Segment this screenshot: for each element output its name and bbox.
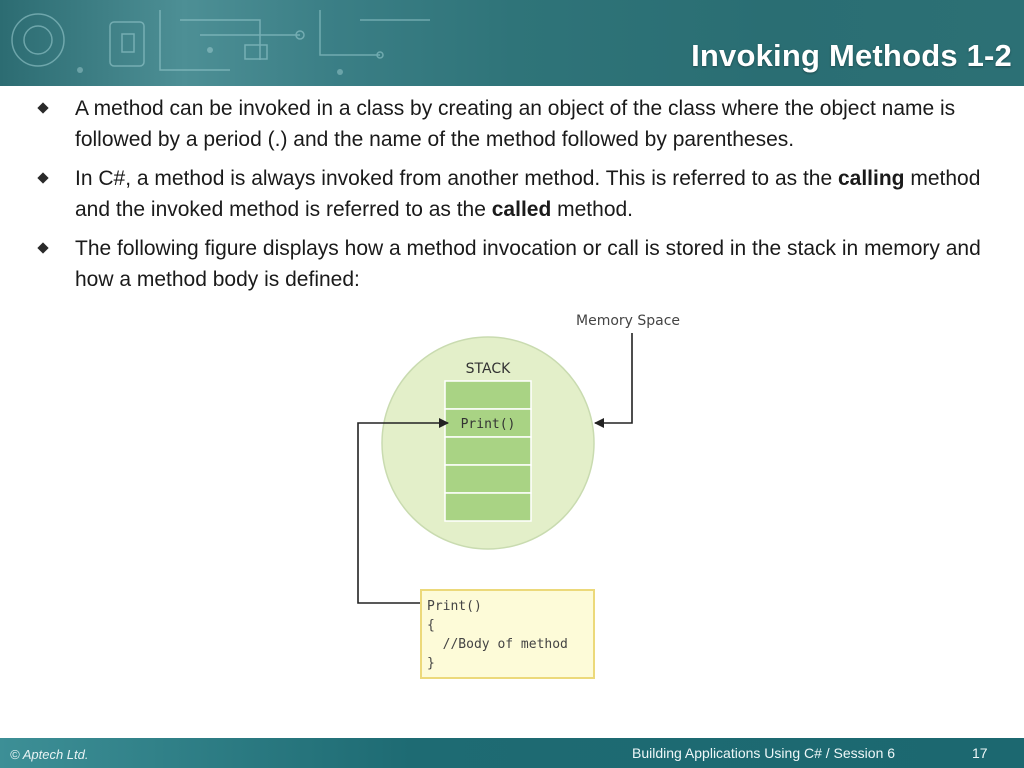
stack-entry-print: Print(): [460, 417, 516, 432]
slide-title: Invoking Methods 1-2: [691, 38, 1012, 73]
stack-label: STACK: [465, 361, 511, 377]
page-number: 17: [972, 745, 988, 761]
code-line-close-brace: }: [427, 656, 435, 671]
bullet-diamond-icon: [37, 172, 48, 183]
stack: [445, 381, 531, 521]
stack-cell: [445, 493, 531, 521]
method-invocation-diagram: [340, 300, 720, 690]
bullet-diamond-icon: [37, 102, 48, 113]
bullet-text: The following figure displays how a method invocation or call is stored in the stack in memory and how a method body is defined:: [75, 237, 981, 291]
memory-space-label: Memory Space: [576, 313, 681, 329]
slide-footer: [0, 738, 1024, 768]
stack-cell: [445, 465, 531, 493]
bullet-text: In C#, a method is always invoked from another method. This is referred to as the: [75, 167, 838, 190]
bullet-item: [36, 163, 996, 225]
session-title: Building Applications Using C# / Session 6: [632, 745, 896, 761]
slide-header: [0, 0, 1024, 86]
copyright-text: © Aptech Ltd.: [10, 747, 89, 762]
bullet-emphasis: calling: [837, 167, 905, 190]
stack-cell: [445, 381, 531, 409]
bullet-item: [36, 233, 996, 295]
code-line-signature: Print(): [427, 599, 482, 614]
memory-space-arrow: [595, 333, 632, 423]
bullet-text: method.: [551, 198, 634, 221]
bullet-list: [36, 93, 996, 303]
bullet-text: A method can be invoked in a class by creating an object of the class where the object name is followed by a period (.) and the name of the method followed by parentheses.: [75, 97, 956, 151]
code-line-open-brace: {: [427, 618, 435, 633]
bullet-text: method and the invoked method is referred to as the: [75, 167, 981, 221]
bullet-item: [36, 93, 996, 155]
stack-cell: [445, 437, 531, 465]
bullet-emphasis: called: [491, 198, 552, 221]
bullet-diamond-icon: [37, 242, 48, 253]
code-line-comment: //Body of method: [427, 637, 568, 652]
